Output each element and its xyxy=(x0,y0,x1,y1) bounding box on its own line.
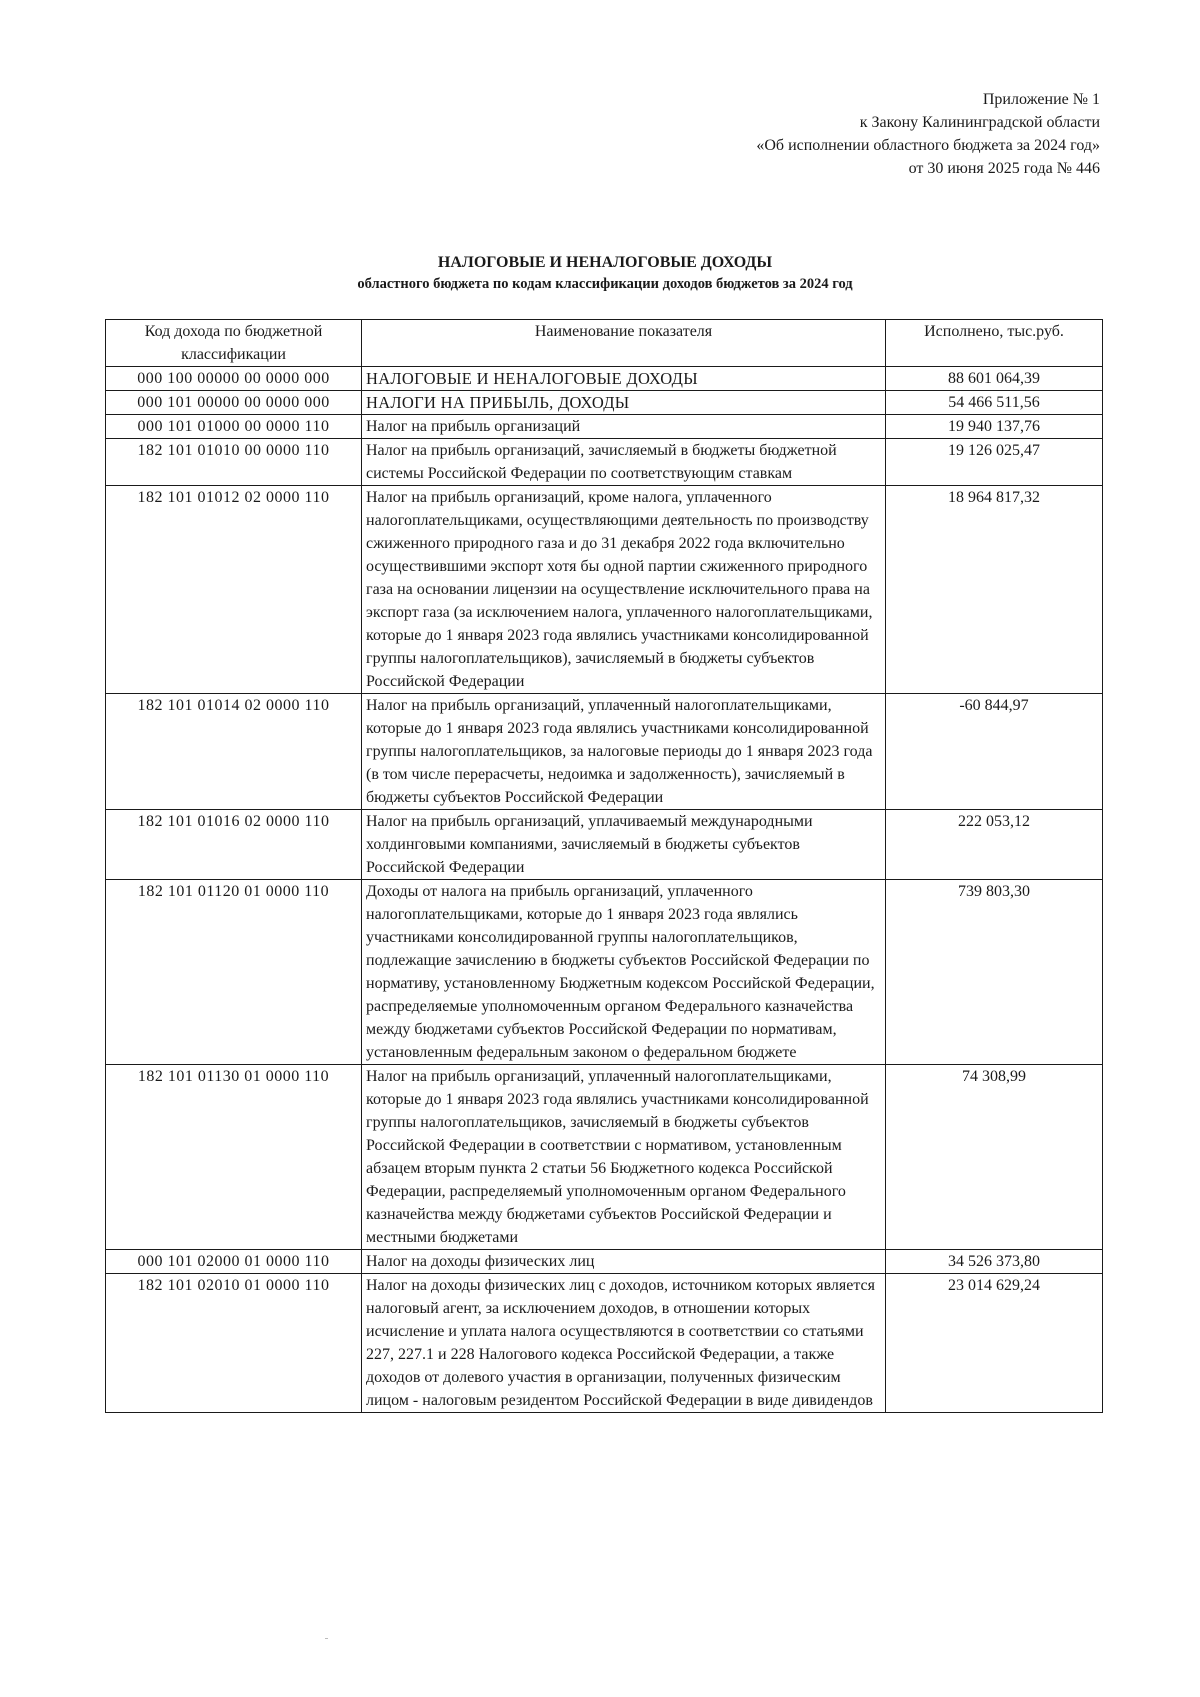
table-row xyxy=(106,1274,1103,1413)
table-row xyxy=(106,880,1103,1065)
table-row xyxy=(106,694,1103,810)
row-code: 000 101 02000 01 0000 110 xyxy=(106,1250,362,1274)
row-amount: 23 014 629,24 xyxy=(886,1274,1103,1413)
row-name: НАЛОГИ НА ПРИБЫЛЬ, ДОХОДЫ xyxy=(362,391,886,415)
table-header-row xyxy=(106,320,1103,367)
document-title xyxy=(105,252,1105,294)
income-table xyxy=(105,319,1103,1413)
table-row xyxy=(106,415,1103,439)
row-code: 182 101 02010 01 0000 110 xyxy=(106,1274,362,1413)
row-code: 000 101 00000 00 0000 000 xyxy=(106,391,362,415)
row-name: Налог на прибыль организаций, уплачиваемый международными холдинговыми компаниями, зачисляемый в бюджеты субъектов Российской Федерации xyxy=(362,810,886,880)
appendix-header xyxy=(500,88,1100,180)
row-name: Налог на доходы физических лиц xyxy=(362,1250,886,1274)
row-amount: 19 126 025,47 xyxy=(886,439,1103,486)
appendix-date: от 30 июня 2025 года № 446 xyxy=(908,160,1100,177)
row-amount: 18 964 817,32 xyxy=(886,486,1103,694)
table-row xyxy=(106,1065,1103,1250)
header-amount: Исполнено, тыс.руб. xyxy=(886,320,1103,367)
header-name: Наименование показателя xyxy=(362,320,886,367)
row-amount: 222 053,12 xyxy=(886,810,1103,880)
row-name: Доходы от налога на прибыль организаций, уплаченного налогоплательщиками, которые до 1 января 2023 года являлись участниками консолидированной группы налогоплательщиков, подлежащие зачислению в бюджеты субъектов Российской Федерации по нормативу, установленному Бюджетным кодексом Российской Федерации, распределяемые уполномоченным органом Федерального казначейства между бюджетами субъектов Российской Федерации по нормативам, установленным федеральным законом о федеральном бюджете xyxy=(362,880,886,1065)
table-row xyxy=(106,367,1103,391)
scan-speck xyxy=(325,1638,328,1639)
table-row xyxy=(106,486,1103,694)
row-code: 182 101 01014 02 0000 110 xyxy=(106,694,362,810)
row-code: 182 101 01016 02 0000 110 xyxy=(106,810,362,880)
row-code: 182 101 01130 01 0000 110 xyxy=(106,1065,362,1250)
title-subtitle: областного бюджета по кодам классификации доходов бюджетов за 2024 год xyxy=(357,276,853,292)
row-code: 182 101 01120 01 0000 110 xyxy=(106,880,362,1065)
row-name: Налог на прибыль организаций xyxy=(362,415,886,439)
row-amount: 34 526 373,80 xyxy=(886,1250,1103,1274)
row-name: Налог на доходы физических лиц с доходов, источником которых является налоговый агент, за исключением доходов, в отношении которых исчисление и уплата налога осуществляются в соответствии со статьями 227, 227.1 и 228 Налогового кодекса Российской Федерации, а также доходов от долевого участия в организации, полученных физическим лицом - налоговым резидентом Российской Федерации в виде дивидендов xyxy=(362,1274,886,1413)
table-row xyxy=(106,439,1103,486)
table-row xyxy=(106,1250,1103,1274)
header-code: Код дохода по бюджетной классификации xyxy=(106,320,362,367)
appendix-number: Приложение № 1 xyxy=(982,91,1100,108)
row-amount: 54 466 511,56 xyxy=(886,391,1103,415)
row-name: Налог на прибыль организаций, уплаченный налогоплательщиками, которые до 1 января 2023 года являлись участниками консолидированной группы налогоплательщиков, зачисляемый в бюджеты субъектов Российской Федерации в соответствии с нормативом, установленным абзацем вторым пункта 2 статьи 56 Бюджетного кодекса Российской Федерации, распределяемый уполномоченным органом Федерального казначейства между бюджетами субъектов Российской Федерации и местными бюджетами xyxy=(362,1065,886,1250)
table-row xyxy=(106,391,1103,415)
row-amount: 74 308,99 xyxy=(886,1065,1103,1250)
row-amount: 739 803,30 xyxy=(886,880,1103,1065)
row-name: НАЛОГОВЫЕ И НЕНАЛОГОВЫЕ ДОХОДЫ xyxy=(362,367,886,391)
title-main: НАЛОГОВЫЕ И НЕНАЛОГОВЫЕ ДОХОДЫ xyxy=(437,254,773,271)
row-name: Налог на прибыль организаций, уплаченный налогоплательщиками, которые до 1 января 2023 года являлись участниками консолидированной группы налогоплательщиков, за налоговые периоды до 1 января 2023 года (в том числе перерасчеты, недоимка и задолженность), зачисляемый в бюджеты субъектов Российской Федерации xyxy=(362,694,886,810)
table-row xyxy=(106,810,1103,880)
row-amount: 19 940 137,76 xyxy=(886,415,1103,439)
row-amount: -60 844,97 xyxy=(886,694,1103,810)
appendix-law-title: «Об исполнении областного бюджета за 2024 год» xyxy=(756,137,1100,154)
row-code: 000 100 00000 00 0000 000 xyxy=(106,367,362,391)
row-amount: 88 601 064,39 xyxy=(886,367,1103,391)
row-name: Налог на прибыль организаций, зачисляемый в бюджеты бюджетной системы Российской Федерации по соответствующим ставкам xyxy=(362,439,886,486)
appendix-law: к Закону Калининградской области xyxy=(859,114,1100,131)
row-code: 182 101 01012 02 0000 110 xyxy=(106,486,362,694)
row-name: Налог на прибыль организаций, кроме налога, уплаченного налогоплательщиками, осуществляющими деятельность по производству сжиженного природного газа и до 31 декабря 2022 года включительно осуществившими экспорт хотя бы одной партии сжиженного природного газа на основании лицензии на осуществление исключительного права на экспорт газа (за исключением налога, уплаченного налогоплательщиками, которые до 1 января 2023 года являлись участниками консолидированной группы налогоплательщиков), зачисляемый в бюджеты субъектов Российской Федерации xyxy=(362,486,886,694)
row-code: 000 101 01000 00 0000 110 xyxy=(106,415,362,439)
row-code: 182 101 01010 00 0000 110 xyxy=(106,439,362,486)
